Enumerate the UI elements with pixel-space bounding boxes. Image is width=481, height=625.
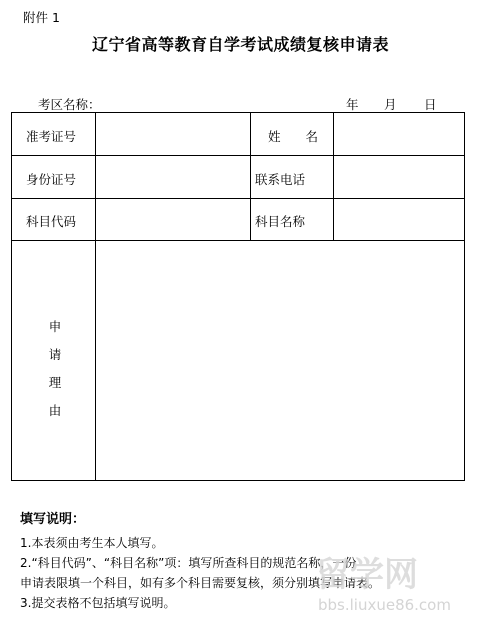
watermark-url: bbs.liuxue86.com <box>318 596 451 614</box>
instruction-line: 申请表限填一个科目，如有多个科目需要复核，须分别填写申请表。 <box>20 576 381 590</box>
reason-char: 理 <box>48 375 62 390</box>
reason-label <box>46 313 64 425</box>
instructions-heading: 填写说明： <box>20 512 86 527</box>
subject-name-field[interactable] <box>334 199 464 240</box>
subject-code-label: 科目代码 <box>26 214 77 229</box>
phone-label: 联系电话 <box>255 172 306 187</box>
id-number-field[interactable] <box>96 156 250 198</box>
day-label: 日 <box>424 97 437 112</box>
watermark-brand: 留学网 <box>316 555 418 595</box>
month-label: 月 <box>384 97 397 112</box>
attachment-label: 附件 1 <box>23 10 60 25</box>
reason-char: 申 <box>48 319 62 334</box>
year-label: 年 <box>346 97 359 112</box>
reason-char: 请 <box>48 347 62 362</box>
region-name-label: 考区名称： <box>38 97 101 112</box>
instruction-line: 3.提交表格不包括填写说明。 <box>20 596 176 610</box>
column-divider <box>250 113 251 240</box>
name-field[interactable] <box>334 113 464 155</box>
subject-code-field[interactable] <box>96 199 250 240</box>
instruction-line: 2.“科目代码”、“科目名称”项：填写所查科目的规范名称，一份 <box>20 556 357 570</box>
reason-field[interactable] <box>96 241 464 480</box>
application-form-table <box>11 112 465 481</box>
id-number-label: 身份证号 <box>26 172 77 187</box>
exam-number-label: 准考证号 <box>26 129 77 144</box>
form-title: 辽宁省高等教育自学考试成绩复核申请表 <box>91 35 389 54</box>
subject-name-label: 科目名称 <box>255 214 306 229</box>
phone-field[interactable] <box>334 156 464 198</box>
exam-number-field[interactable] <box>96 113 250 155</box>
name-label: 姓 名 <box>268 129 319 144</box>
watermark-logo <box>308 546 478 621</box>
reason-char: 由 <box>48 403 62 418</box>
instruction-line: 1.本表须由考生本人填写。 <box>20 536 164 550</box>
